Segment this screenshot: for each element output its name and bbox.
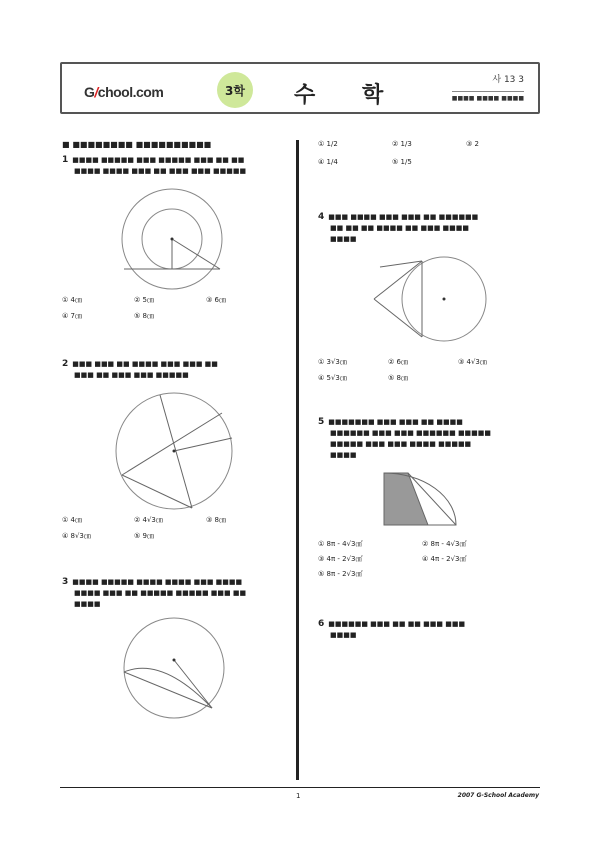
header-subline: ■■■■ ■■■■ ■■■■: [452, 91, 524, 102]
subject-char-2: 학: [362, 82, 384, 108]
question-number: 6: [318, 619, 325, 629]
question-text: ■■■■: [330, 235, 357, 243]
option[interactable]: ③ 2: [466, 140, 479, 148]
question-4: [318, 212, 540, 245]
header-info: [452, 72, 524, 102]
question-6: [318, 619, 540, 641]
option[interactable]: ① 4㎝: [62, 516, 82, 524]
footer-brand: 2007 G-School Academy: [457, 792, 539, 799]
radius-line: [172, 239, 220, 269]
question-text: ■■■■ ■■■■■ ■■■■ ■■■■ ■■■ ■■■■: [72, 578, 243, 586]
chord-line: [124, 672, 212, 708]
option[interactable]: ⑤ 1/5: [392, 158, 412, 166]
column-divider: [296, 140, 299, 780]
question-text: ■■■ ■■■ ■■ ■■■■ ■■■ ■■■ ■■: [72, 360, 218, 368]
question-text: ■■■ ■■ ■■■ ■■■ ■■■■■: [74, 371, 189, 379]
question-text: ■■ ■■ ■■ ■■■■ ■■ ■■■ ■■■■: [330, 224, 470, 232]
q2-figure: [62, 383, 287, 513]
question-number: 5: [318, 417, 325, 427]
q4-figure: [318, 251, 540, 351]
option[interactable]: ④ 5√3㎝: [318, 374, 347, 382]
section-title: ■ ■■■■■■■■ ■■■■■■■■■■: [62, 140, 212, 149]
question-text: ■■■■■■ ■■■ ■■■ ■■■■■■ ■■■■■: [330, 429, 492, 437]
radius-line: [174, 438, 232, 451]
question-text: ■■■■■■ ■■■ ■■ ■■ ■■■ ■■■: [328, 620, 466, 628]
option[interactable]: ④ 8√3㎝: [62, 532, 91, 540]
center-point: [443, 298, 446, 301]
header-banner: [60, 62, 540, 114]
question-text: ■■■■ ■■■■■ ■■■ ■■■■■ ■■■ ■■ ■■: [72, 156, 245, 164]
q3-figure: [62, 616, 287, 726]
q5-options: [318, 539, 540, 579]
option[interactable]: ② 1/3: [392, 140, 412, 148]
subject-char-1: 수: [294, 82, 316, 108]
footer-rule: [60, 787, 540, 788]
option[interactable]: ④ 1/4: [318, 158, 338, 166]
option[interactable]: ① 1/2: [318, 140, 338, 148]
question-text: ■■■■ ■■■■ ■■■ ■■ ■■■ ■■■ ■■■■■: [74, 167, 247, 175]
q5-figure: [318, 465, 540, 535]
question-text: ■■■■: [74, 600, 101, 608]
q1-options: [62, 295, 287, 321]
right-column: [318, 140, 540, 641]
option[interactable]: ⑤ 8π - 2√3㎠: [318, 570, 363, 578]
question-1: [62, 155, 287, 177]
tangent-line: [374, 299, 422, 337]
option[interactable]: ③ 8㎝: [206, 516, 226, 524]
option[interactable]: ④ 7㎝: [62, 312, 82, 320]
question-2: [62, 359, 287, 381]
q1-figure: [62, 181, 287, 291]
question-text: ■■■■ ■■■ ■■ ■■■■■ ■■■■■ ■■■ ■■: [74, 589, 247, 597]
site-logo: G/chool.com: [84, 84, 164, 100]
option[interactable]: ⑤ 9㎝: [134, 532, 154, 540]
chord-line: [160, 395, 192, 508]
q2-options: [62, 515, 287, 541]
option[interactable]: ② 8π - 4√3㎠: [422, 540, 467, 548]
left-column: [62, 140, 287, 726]
option[interactable]: ④ 4π - 2√3㎠: [422, 555, 467, 563]
question-number: 1: [62, 155, 69, 165]
option[interactable]: ① 8π - 4√3㎠: [318, 540, 363, 548]
option[interactable]: ③ 6㎝: [206, 296, 226, 304]
center-point: [173, 659, 176, 662]
option[interactable]: ① 4㎝: [62, 296, 82, 304]
radius-line: [174, 660, 212, 708]
question-text: ■■■ ■■■■ ■■■ ■■■ ■■ ■■■■■■: [328, 213, 479, 221]
option[interactable]: ⑤ 8㎝: [134, 312, 154, 320]
question-5: [318, 417, 540, 461]
question-3: [62, 577, 287, 610]
center-point: [173, 450, 176, 453]
question-text: ■■■■: [330, 451, 357, 459]
option[interactable]: ① 3√3㎝: [318, 358, 347, 366]
option[interactable]: ③ 4√3㎝: [458, 358, 487, 366]
exam-code: 사 13 3: [492, 75, 524, 85]
q3-options: [318, 140, 540, 166]
grade-badge: 3학: [217, 72, 253, 108]
option[interactable]: ⑤ 8㎝: [388, 374, 408, 382]
option[interactable]: ② 6㎝: [388, 358, 408, 366]
option[interactable]: ② 4√3㎝: [134, 516, 163, 524]
question-number: 2: [62, 359, 69, 369]
question-number: 4: [318, 212, 325, 222]
question-text: ■■■■: [330, 631, 357, 639]
option[interactable]: ③ 4π - 2√3㎠: [318, 555, 363, 563]
question-text: ■■■■■■■ ■■■ ■■■ ■■ ■■■■: [328, 418, 463, 426]
question-number: 3: [62, 577, 69, 587]
question-text: ■■■■■ ■■■ ■■■ ■■■■ ■■■■■: [330, 440, 472, 448]
q4-options: [318, 357, 540, 383]
option[interactable]: ② 5㎝: [134, 296, 154, 304]
page-number: 1: [296, 792, 301, 800]
center-point: [171, 238, 174, 241]
